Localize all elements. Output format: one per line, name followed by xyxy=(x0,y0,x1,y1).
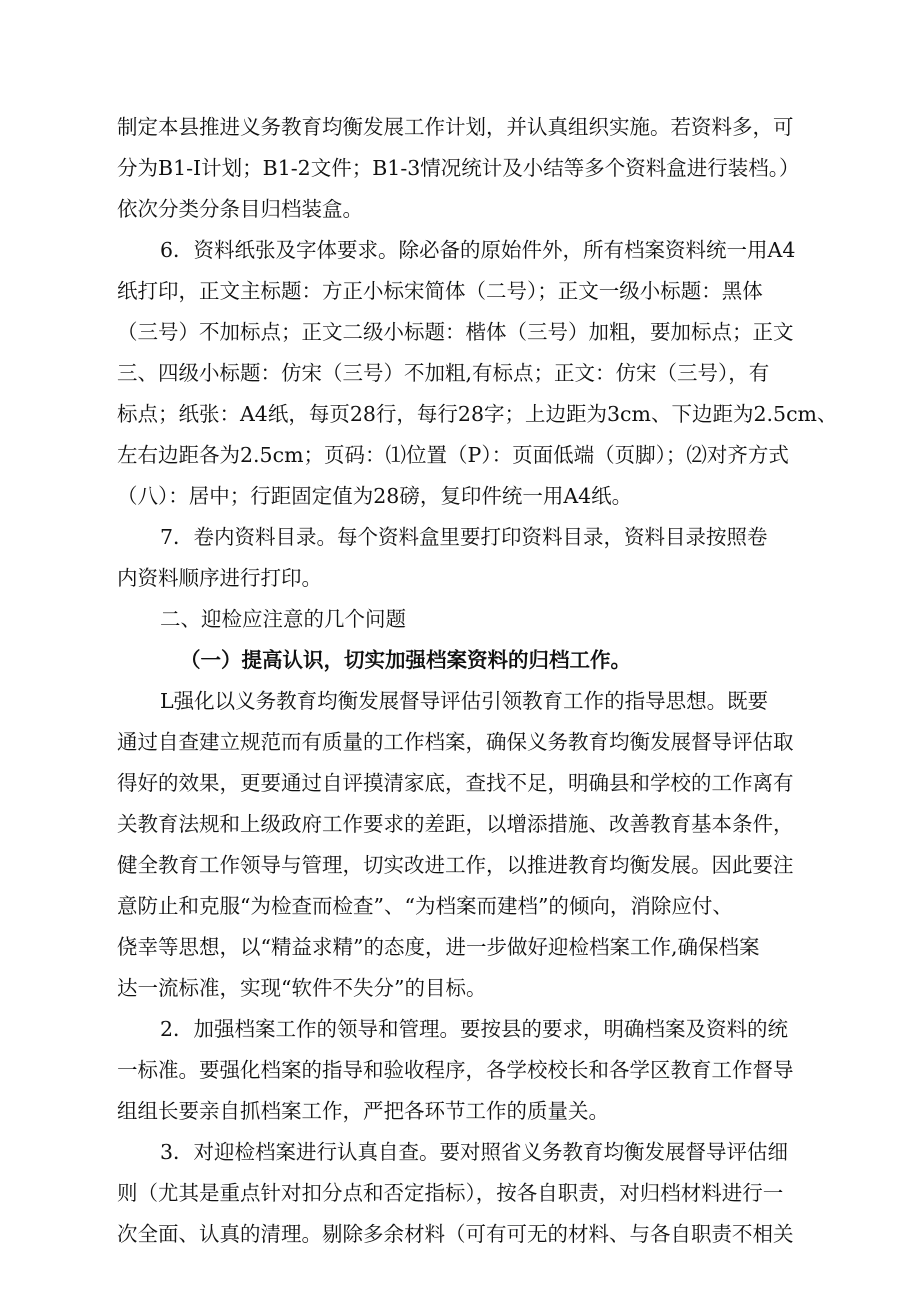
text-line-12: 内资料顺序进行打印。 xyxy=(117,566,322,590)
text-line-18: 关教育法规和上级政府工作要求的差距，以增添措施、改善教育基本条件， xyxy=(117,812,794,836)
text-line-21: 侥幸等思想，以“精益求精”的态度，进一步做好迎检档案工作,确保档案 xyxy=(117,935,760,959)
text-line-19: 健全教育工作领导与管理，切实改进工作，以推进教育均衡发展。因此要注 xyxy=(117,853,794,877)
text-line-2: 分为B1-I计划；B1-2文件；B1-3情况统计及小结等多个资料盒进行装档。） xyxy=(117,156,800,180)
text-line-3: 依次分类分条目归档装盒。 xyxy=(117,197,363,221)
text-line-23: 2．加强档案工作的领导和管理。要按县的要求，明确档案及资料的统 xyxy=(160,1017,789,1041)
text-line-27: 则（尤其是重点针对扣分点和否定指标），按各自职责，对归档材料进行一 xyxy=(117,1181,784,1205)
text-line-8: 标点；纸张：A4纸，每页28行，每行28字；上边距为3cm、下边距为2.5cm、 xyxy=(117,402,838,426)
text-line-24: 一标准。要强化档案的指导和验收程序，各学校校长和各学区教育工作督导 xyxy=(117,1058,794,1082)
text-line-4: 6．资料纸张及字体要求。除必备的原始件外，所有档案资料统一用A4 xyxy=(160,238,796,262)
subsection-heading: （一）提高认识，切实加强档案资料的归档工作。 xyxy=(180,648,631,672)
text-line-7: 三、四级小标题：仿宋（三号）不加粗,有标点；正文：仿宋（三号），有 xyxy=(117,361,770,385)
text-line-15: L强化以义务教育均衡发展督导评估引领教育工作的指导思想。既要 xyxy=(160,689,769,713)
text-line-16: 通过自查建立规范而有质量的工作档案，确保义务教育均衡发展督导评估取 xyxy=(117,730,794,754)
text-line-25: 组组长要亲自抓档案工作，严把各环节工作的质量关。 xyxy=(117,1099,609,1123)
text-line-22: 达一流标准，实现“软件不失分”的目标。 xyxy=(117,976,487,1000)
text-line-28: 次全面、认真的清理。剔除多余材料（可有可无的材料、与各自职责不相关 xyxy=(117,1222,794,1246)
text-line-10: （八）：居中；行距固定值为28磅，复印件统一用A4纸。 xyxy=(117,484,633,508)
text-line-20: 意防止和克服“为检查而检查”、“为档案而建档”的倾向，消除应付、 xyxy=(117,894,733,918)
text-line-1: 制定本县推进义务教育均衡发展工作计划，并认真组织实施。若资料多，可 xyxy=(117,115,794,139)
text-line-17: 得好的效果，更要通过自评摸清家底，查找不足，明确县和学校的工作离有 xyxy=(117,771,794,795)
text-line-11: 7．卷内资料目录。每个资料盒里要打印资料目录，资料目录按照卷 xyxy=(160,525,768,549)
text-line-9: 左右边距各为2.5cm；页码：⑴位置（P）：页面低端（页脚）；⑵对齐方式 xyxy=(117,443,789,467)
text-line-6: （三号）不加标点；正文二级小标题：楷体（三号）加粗，要加标点；正文 xyxy=(117,320,794,344)
text-line-5: 纸打印，正文主标题：方正小标宋简体（二号）；正文一级小标题：黑体 xyxy=(117,279,763,303)
text-line-26: 3．对迎检档案进行认真自查。要对照省义务教育均衡发展督导评估细 xyxy=(160,1140,789,1164)
section-heading: 二、迎检应注意的几个问题 xyxy=(160,607,406,631)
